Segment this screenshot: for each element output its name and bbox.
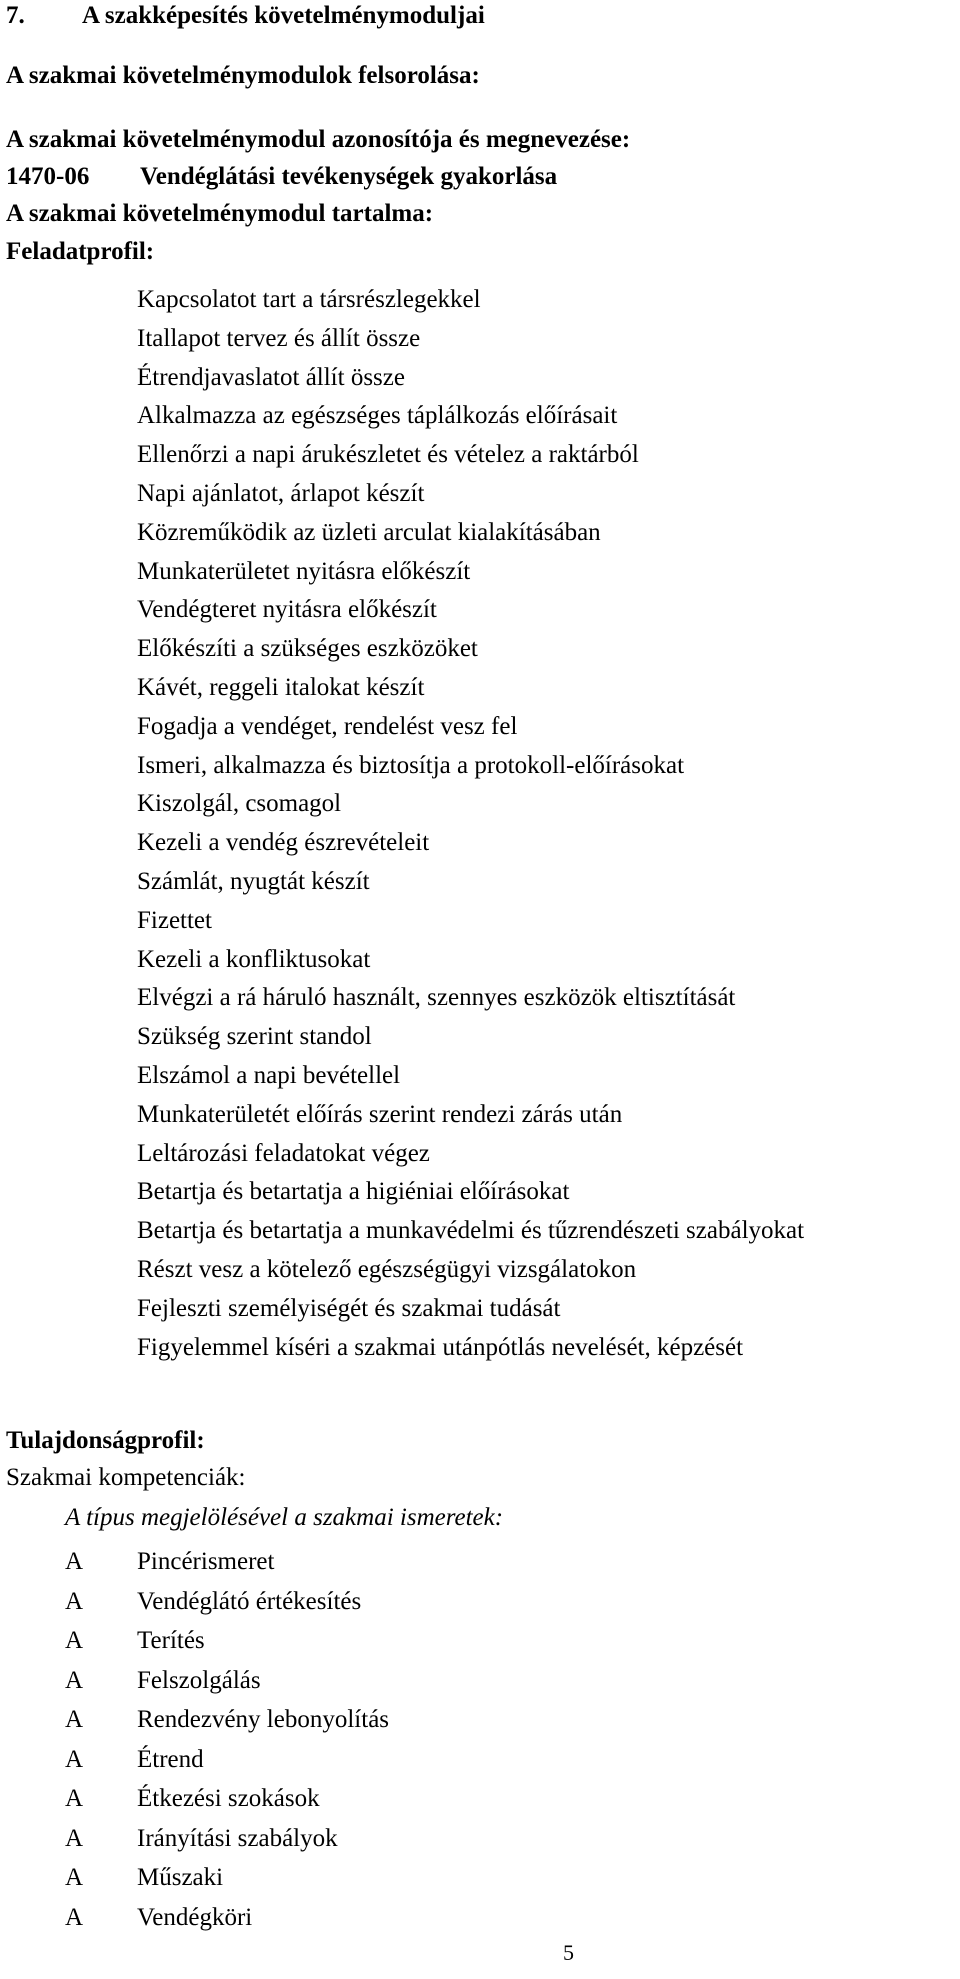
knowledge-type: A [65,1666,84,1694]
knowledge-type: A [65,1587,84,1615]
task-item: Munkaterületet nyitásra előkészít [137,557,471,585]
task-item: Itallapot tervez és állít össze [137,324,421,352]
task-item: Szükség szerint standol [137,1023,372,1051]
task-item: Elvégzi a rá háruló használt, szennyes eszközök eltisztítását [137,984,736,1012]
knowledge-name: Pincérismeret [137,1548,275,1575]
task-item: Kávét, reggeli italokat készít [137,673,425,701]
knowledge-name: Felszolgálás [137,1666,261,1694]
task-item: Fizettet [137,906,212,934]
knowledge-type: A [65,1706,84,1733]
task-item: Étrendjavaslatot állít össze [137,363,405,391]
knowledge-type: A [65,1785,84,1812]
task-item: Kezeli a vendég észrevételeit [137,829,430,857]
task-item: Leltározási feladatokat végez [137,1139,430,1167]
knowledge-name: Vendégköri [137,1903,253,1931]
knowledge-type: A [65,1745,84,1773]
task-item: Kezeli a konfliktusokat [137,945,371,973]
modules-list-label: A szakmai követelménymodulok felsorolása: [6,62,480,89]
task-profile-label: Feladatprofil: [6,238,155,265]
module-id-label: A szakmai követelménymodul azonosítója és megnevezése: [6,126,631,153]
task-item: Alkalmazza az egészséges táplálkozás előírásait [137,402,618,430]
knowledge-name: Étkezési szokások [137,1785,320,1812]
task-item: Betartja és betartatja a higiéniai előírásokat [137,1178,570,1206]
knowledge-type: A [65,1824,84,1852]
task-item: Betartja és betartatja a munkavédelmi és tűzrendészeti szabályokat [137,1217,805,1245]
task-item: Fejleszti személyiségét és szakmai tudását [137,1294,561,1322]
task-item: Fogadja a vendéget, rendelést vesz fel [137,712,518,740]
task-item: Ellenőrzi a napi árukészletet és vételez a raktárból [137,441,639,469]
professional-competencies-label: Szakmai kompetenciák: [6,1464,246,1491]
knowledge-name: Műszaki [137,1864,224,1891]
task-item: Munkaterületét előírás szerint rendezi zárás után [137,1100,623,1128]
knowledge-type: A [65,1548,84,1575]
knowledge-type-label: A típus megjelölésével a szakmai ismeretek: [65,1504,504,1531]
task-item: Előkészíti a szükséges eszközöket [137,635,478,663]
task-item: Napi ajánlatot, árlapot készít [137,479,425,507]
task-item: Részt vesz a kötelező egészségügyi vizsgálatokon [137,1255,637,1283]
knowledge-type: A [65,1903,84,1931]
knowledge-name: Irányítási szabályok [137,1824,338,1852]
module-name: Vendéglátási tevékenységek gyakorlása [140,163,558,190]
task-item: Közreműködik az üzleti arculat kialakításában [137,518,601,546]
task-item: Ismeri, alkalmazza és biztosítja a protokoll-előírásokat [137,751,685,779]
task-item: Elszámol a napi bevétellel [137,1061,401,1089]
task-item: Kapcsolatot tart a társrészlegekkel [137,286,481,313]
task-item: Vendégteret nyitásra előkészít [137,596,437,624]
module-content-label: A szakmai követelménymodul tartalma: [6,200,434,227]
knowledge-name: Étrend [137,1745,204,1773]
page-number: 5 [563,1940,574,1965]
module-code: 1470-06 [6,163,90,190]
task-item: Figyelemmel kíséri a szakmai utánpótlás nevelését, képzését [137,1333,744,1361]
knowledge-type: A [65,1627,84,1654]
knowledge-name: Rendezvény lebonyolítás [137,1706,390,1733]
knowledge-name: Terítés [137,1627,205,1654]
knowledge-type: A [65,1864,84,1891]
task-item: Kiszolgál, csomagol [137,790,342,818]
property-profile-label: Tulajdonságprofil: [6,1427,205,1454]
section-number: 7. [6,2,25,29]
task-item: Számlát, nyugtát készít [137,867,370,895]
task-list [137,281,804,1367]
section-title: A szakképesítés követelménymoduljai [82,2,485,29]
knowledge-name: Vendéglátó értékesítés [137,1587,362,1615]
